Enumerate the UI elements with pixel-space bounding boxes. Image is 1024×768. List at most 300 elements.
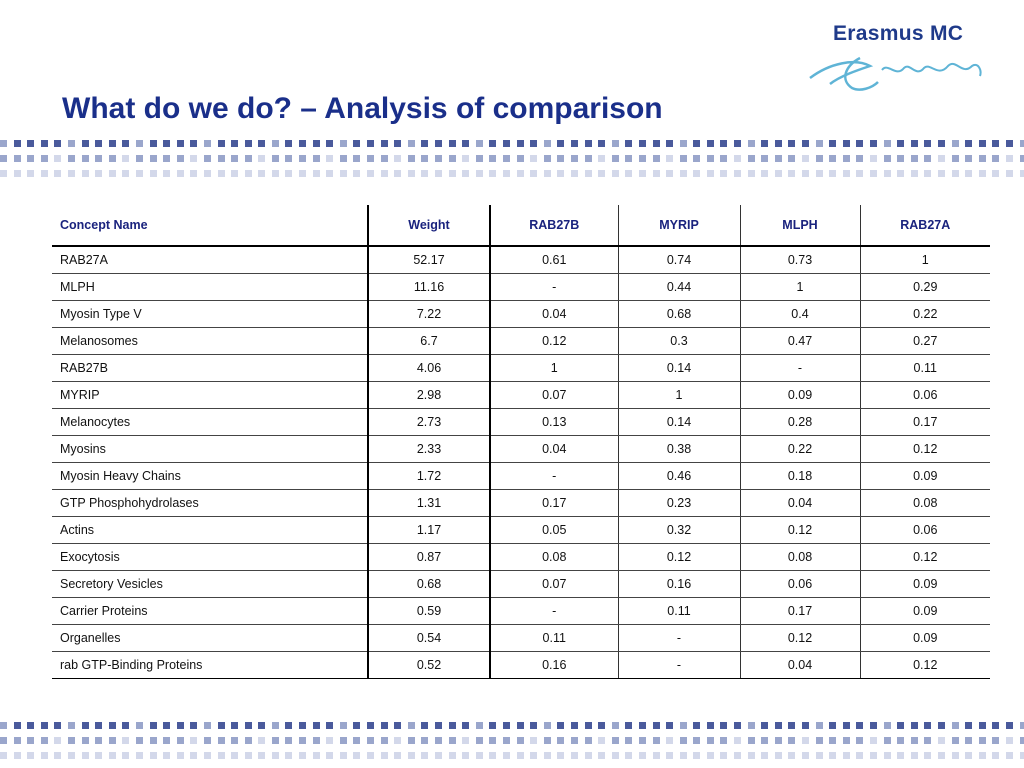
decorative-dot <box>54 155 61 162</box>
decorative-dot <box>245 155 252 162</box>
decorative-dot <box>666 155 673 162</box>
decorative-dot <box>326 155 333 162</box>
cell-weight: 0.59 <box>368 598 490 625</box>
table-row <box>52 463 990 490</box>
dot-row <box>0 140 1024 147</box>
decorative-dot <box>897 155 904 162</box>
cell-rab27b: 0.07 <box>490 382 618 409</box>
decorative-dot <box>353 170 360 177</box>
decorative-dot <box>653 722 660 729</box>
cell-concept-name: Organelles <box>52 625 368 652</box>
decorative-dot <box>218 170 225 177</box>
decorative-dot <box>353 155 360 162</box>
decorative-dot <box>367 752 374 759</box>
decorative-dot <box>870 737 877 744</box>
cell-mlph: 0.18 <box>740 463 860 490</box>
cell-concept-name: RAB27B <box>52 355 368 382</box>
cell-mlph: - <box>740 355 860 382</box>
decorative-dot <box>816 155 823 162</box>
decorative-dot <box>462 170 469 177</box>
decorative-dot <box>394 170 401 177</box>
cell-myrip: 0.74 <box>618 246 740 274</box>
decorative-dot <box>136 155 143 162</box>
decorative-dot <box>163 140 170 147</box>
decorative-dot <box>27 155 34 162</box>
cell-mlph: 0.08 <box>740 544 860 571</box>
decorative-dot <box>639 752 646 759</box>
decorative-dot <box>421 140 428 147</box>
decorative-dot <box>95 722 102 729</box>
decorative-dot <box>299 170 306 177</box>
decorative-dot <box>734 170 741 177</box>
decorative-dot <box>788 140 795 147</box>
decorative-dot <box>952 722 959 729</box>
decorative-dot <box>462 155 469 162</box>
decorative-dot <box>14 737 21 744</box>
decorative-dot <box>992 722 999 729</box>
decorative-dot <box>82 737 89 744</box>
decorative-dot <box>802 722 809 729</box>
table-header-row <box>52 205 990 246</box>
decorative-dot <box>788 737 795 744</box>
decorative-dot <box>557 752 564 759</box>
decorative-dot <box>761 140 768 147</box>
decorative-dot <box>544 170 551 177</box>
decorative-dot <box>285 737 292 744</box>
cell-rab27a: 0.12 <box>860 652 990 679</box>
cell-rab27a: 0.29 <box>860 274 990 301</box>
decorative-dot <box>489 140 496 147</box>
decorative-dot <box>95 170 102 177</box>
decorative-dot <box>109 140 116 147</box>
decorative-dot <box>952 752 959 759</box>
decorative-dot <box>41 752 48 759</box>
decorative-dot <box>775 140 782 147</box>
cell-rab27b: 0.16 <box>490 652 618 679</box>
table-row <box>52 328 990 355</box>
cell-rab27b: 0.13 <box>490 409 618 436</box>
decorative-dot <box>911 170 918 177</box>
cell-myrip: 0.68 <box>618 301 740 328</box>
cell-myrip: 0.14 <box>618 355 740 382</box>
cell-rab27a: 0.09 <box>860 625 990 652</box>
cell-concept-name: rab GTP-Binding Proteins <box>52 652 368 679</box>
decorative-dot <box>163 752 170 759</box>
decorative-dot <box>14 722 21 729</box>
decorative-dot <box>585 752 592 759</box>
cell-rab27b: 0.05 <box>490 517 618 544</box>
decorative-dot <box>856 170 863 177</box>
decorative-dot <box>122 722 129 729</box>
decorative-dot <box>0 140 7 147</box>
cell-rab27a: 0.08 <box>860 490 990 517</box>
decorative-dot <box>82 722 89 729</box>
decorative-dot <box>258 752 265 759</box>
decorative-dot <box>326 752 333 759</box>
decorative-dot <box>299 155 306 162</box>
decorative-dot <box>911 155 918 162</box>
decorative-dot <box>653 752 660 759</box>
table-row <box>52 517 990 544</box>
decorative-dot <box>272 752 279 759</box>
cell-myrip: 1 <box>618 382 740 409</box>
decorative-dot <box>0 155 7 162</box>
decorative-dot <box>109 752 116 759</box>
decorative-dot <box>0 170 7 177</box>
decorative-dot <box>177 170 184 177</box>
decorative-dot <box>313 722 320 729</box>
decorative-dot <box>720 170 727 177</box>
decorative-dot <box>381 155 388 162</box>
decorative-dot <box>707 722 714 729</box>
decorative-dot <box>381 170 388 177</box>
decorative-dot <box>897 140 904 147</box>
decorative-dot <box>285 722 292 729</box>
decorative-dot <box>775 752 782 759</box>
table-row <box>52 571 990 598</box>
cell-mlph: 1 <box>740 274 860 301</box>
decorative-dot <box>720 140 727 147</box>
decorative-dot <box>54 170 61 177</box>
decorative-dot <box>408 155 415 162</box>
decorative-dot <box>680 155 687 162</box>
decorative-dot <box>639 170 646 177</box>
decorative-dot <box>177 752 184 759</box>
decorative-dot <box>258 170 265 177</box>
decorative-dot <box>177 155 184 162</box>
decorative-dot <box>639 140 646 147</box>
cell-weight: 4.06 <box>368 355 490 382</box>
cell-weight: 0.52 <box>368 652 490 679</box>
cell-rab27b: 0.04 <box>490 436 618 463</box>
decorative-dot <box>462 737 469 744</box>
decorative-dot <box>924 737 931 744</box>
decorative-dot <box>530 752 537 759</box>
decorative-dot <box>150 140 157 147</box>
cell-concept-name: MYRIP <box>52 382 368 409</box>
decorative-dot <box>693 170 700 177</box>
logo-wordmark: Erasmus MC <box>833 22 964 45</box>
decorative-dot <box>816 170 823 177</box>
decorative-dot <box>870 722 877 729</box>
decorative-dot <box>421 722 428 729</box>
cell-rab27a: 0.27 <box>860 328 990 355</box>
page-title: What do we do? – Analysis of comparison <box>62 92 663 125</box>
decorative-dot <box>41 170 48 177</box>
decorative-dot <box>517 140 524 147</box>
decorative-dot <box>870 170 877 177</box>
decorative-dot <box>503 155 510 162</box>
decorative-dot <box>884 155 891 162</box>
decorative-dot <box>748 155 755 162</box>
decorative-dot <box>884 140 891 147</box>
decorative-dot <box>1006 752 1013 759</box>
decorative-dot <box>557 722 564 729</box>
decorative-dot <box>122 140 129 147</box>
decorative-dot <box>571 752 578 759</box>
decorative-dot <box>367 170 374 177</box>
table-row <box>52 625 990 652</box>
decorative-dot <box>27 752 34 759</box>
decorative-dot <box>680 737 687 744</box>
decorative-dot <box>408 170 415 177</box>
cell-rab27a: 0.22 <box>860 301 990 328</box>
decorative-dot <box>190 722 197 729</box>
decorative-dot <box>598 155 605 162</box>
decorative-dot <box>476 155 483 162</box>
decorative-dot <box>1020 752 1024 759</box>
decorative-dot <box>816 140 823 147</box>
decorative-dot <box>299 722 306 729</box>
decorative-dot <box>802 170 809 177</box>
decorative-dot <box>68 722 75 729</box>
cell-mlph: 0.22 <box>740 436 860 463</box>
decorative-dot <box>979 737 986 744</box>
cell-concept-name: Actins <box>52 517 368 544</box>
decorative-dot <box>911 722 918 729</box>
cell-myrip: 0.38 <box>618 436 740 463</box>
decorative-dot <box>829 155 836 162</box>
decorative-dot <box>911 737 918 744</box>
decorative-dot <box>204 722 211 729</box>
decorative-dot <box>1006 155 1013 162</box>
decorative-dot <box>748 170 755 177</box>
decorative-dot <box>775 737 782 744</box>
dot-row <box>0 752 1024 759</box>
decorative-dot <box>829 737 836 744</box>
cell-rab27a: 1 <box>860 246 990 274</box>
decorative-dot <box>666 170 673 177</box>
decorative-dot <box>938 737 945 744</box>
decorative-dot <box>245 722 252 729</box>
decorative-dot <box>150 722 157 729</box>
decorative-dot <box>462 722 469 729</box>
decorative-dot <box>95 737 102 744</box>
decorative-dot <box>734 155 741 162</box>
cell-rab27a: 0.09 <box>860 571 990 598</box>
decorative-dot <box>530 722 537 729</box>
dot-row <box>0 722 1024 729</box>
table-row <box>52 409 990 436</box>
decorative-dot <box>394 737 401 744</box>
table-row <box>52 246 990 274</box>
decorative-dot <box>136 752 143 759</box>
cell-myrip: 0.3 <box>618 328 740 355</box>
decorative-dot <box>625 155 632 162</box>
decorative-dot <box>517 170 524 177</box>
decorative-dot <box>788 722 795 729</box>
decorative-dot <box>680 722 687 729</box>
decorative-dot <box>231 140 238 147</box>
decorative-dot <box>816 737 823 744</box>
decorative-dot <box>503 737 510 744</box>
cell-weight: 2.33 <box>368 436 490 463</box>
table-row <box>52 652 990 679</box>
decorative-dot <box>394 140 401 147</box>
decorative-dot <box>381 140 388 147</box>
decorative-dot <box>272 140 279 147</box>
decorative-dot <box>571 722 578 729</box>
decorative-dot <box>476 737 483 744</box>
cell-mlph: 0.09 <box>740 382 860 409</box>
decorative-dot <box>625 170 632 177</box>
decorative-dot <box>245 140 252 147</box>
decorative-dot <box>122 737 129 744</box>
decorative-dot <box>68 155 75 162</box>
decorative-dot <box>707 155 714 162</box>
decorative-dot <box>14 155 21 162</box>
decorative-dot <box>544 722 551 729</box>
decorative-dot <box>313 170 320 177</box>
decorative-dot <box>421 170 428 177</box>
decorative-dot <box>992 170 999 177</box>
cell-mlph: 0.17 <box>740 598 860 625</box>
decorative-dot <box>952 170 959 177</box>
table-row <box>52 355 990 382</box>
decorative-dot <box>68 752 75 759</box>
decorative-dot <box>802 737 809 744</box>
decorative-dot <box>258 722 265 729</box>
decorative-dot <box>231 170 238 177</box>
decorative-dot <box>82 155 89 162</box>
header-mlph: MLPH <box>740 205 860 246</box>
decorative-dot <box>367 155 374 162</box>
cell-weight: 1.72 <box>368 463 490 490</box>
decorative-dot <box>340 737 347 744</box>
decorative-dot <box>1020 140 1024 147</box>
header-myrip: MYRIP <box>618 205 740 246</box>
decorative-dot <box>122 752 129 759</box>
decorative-dot <box>530 140 537 147</box>
decorative-dot <box>313 752 320 759</box>
cell-mlph: 0.12 <box>740 517 860 544</box>
decorative-dot <box>802 752 809 759</box>
decorative-dot <box>381 737 388 744</box>
decorative-dot <box>653 155 660 162</box>
decorative-dot <box>884 737 891 744</box>
decorative-dot <box>979 752 986 759</box>
decorative-dot <box>1020 170 1024 177</box>
cell-myrip: 0.11 <box>618 598 740 625</box>
decorative-dot <box>489 752 496 759</box>
decorative-dot <box>720 737 727 744</box>
decorative-dot <box>109 722 116 729</box>
decorative-dot <box>95 155 102 162</box>
cell-rab27b: - <box>490 598 618 625</box>
decorative-dot <box>625 737 632 744</box>
decorative-dot <box>816 722 823 729</box>
decorative-dot <box>843 170 850 177</box>
decorative-dot <box>326 722 333 729</box>
decorative-dot <box>612 737 619 744</box>
decorative-dot <box>1006 170 1013 177</box>
decorative-dot <box>421 737 428 744</box>
decorative-dot <box>54 140 61 147</box>
decorative-dot <box>748 140 755 147</box>
decorative-dot <box>965 155 972 162</box>
decorative-dot <box>476 752 483 759</box>
cell-myrip: - <box>618 625 740 652</box>
decorative-dot <box>353 722 360 729</box>
decorative-dot <box>571 140 578 147</box>
decorative-dot <box>394 155 401 162</box>
decorative-dot <box>408 722 415 729</box>
decorative-dot <box>1020 737 1024 744</box>
decorative-dot <box>693 140 700 147</box>
decorative-dot <box>245 737 252 744</box>
decorative-dot <box>666 722 673 729</box>
decorative-dot <box>109 155 116 162</box>
decorative-dot <box>870 140 877 147</box>
decorative-dot <box>979 140 986 147</box>
decorative-dot <box>938 140 945 147</box>
decorative-dot <box>843 722 850 729</box>
decorative-dot <box>163 170 170 177</box>
decorative-dot <box>530 737 537 744</box>
cell-weight: 52.17 <box>368 246 490 274</box>
decorative-dot <box>272 155 279 162</box>
decorative-dot <box>150 737 157 744</box>
decorative-dot <box>816 752 823 759</box>
cell-weight: 1.17 <box>368 517 490 544</box>
decorative-dot <box>82 752 89 759</box>
decorative-dot <box>462 140 469 147</box>
decorative-dot <box>965 752 972 759</box>
decorative-dot <box>924 155 931 162</box>
cell-concept-name: Myosin Type V <box>52 301 368 328</box>
decorative-dot <box>544 752 551 759</box>
decorative-dot <box>435 737 442 744</box>
decorative-dot <box>748 722 755 729</box>
cell-concept-name: Myosins <box>52 436 368 463</box>
decorative-dot <box>517 752 524 759</box>
decorative-dot <box>435 140 442 147</box>
cell-rab27b: 0.11 <box>490 625 618 652</box>
decorative-dot <box>802 140 809 147</box>
decorative-dot <box>666 752 673 759</box>
decorative-dot <box>503 170 510 177</box>
decorative-dot <box>449 140 456 147</box>
cell-rab27b: - <box>490 274 618 301</box>
decorative-dot <box>299 140 306 147</box>
decorative-dot <box>680 752 687 759</box>
decorative-dot <box>938 722 945 729</box>
decorative-dot <box>585 722 592 729</box>
decorative-dot <box>693 155 700 162</box>
decorative-dot <box>707 140 714 147</box>
decorative-dot <box>544 737 551 744</box>
decorative-dot <box>394 722 401 729</box>
cell-rab27b: 0.08 <box>490 544 618 571</box>
decorative-dot <box>326 170 333 177</box>
decorative-dot <box>612 752 619 759</box>
decorative-dot <box>449 722 456 729</box>
decorative-dot <box>734 737 741 744</box>
table-row <box>52 436 990 463</box>
decorative-dot <box>1006 140 1013 147</box>
decorative-dot <box>476 170 483 177</box>
decorative-dot <box>856 752 863 759</box>
table-row <box>52 301 990 328</box>
decorative-dot <box>27 140 34 147</box>
decorative-dot <box>353 140 360 147</box>
cell-concept-name: Myosin Heavy Chains <box>52 463 368 490</box>
decorative-dot <box>367 737 374 744</box>
decorative-dot <box>788 170 795 177</box>
dot-row <box>0 155 1024 162</box>
decorative-dot <box>353 737 360 744</box>
decorative-dot <box>204 140 211 147</box>
